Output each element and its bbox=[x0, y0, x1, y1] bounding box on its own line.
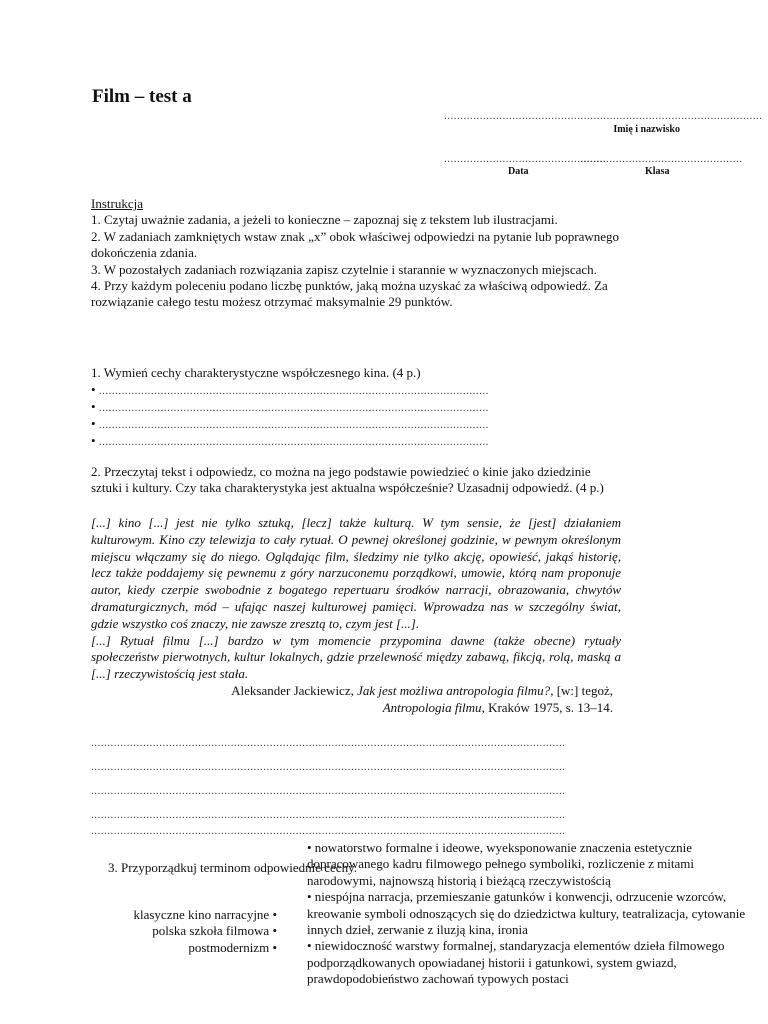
bullet: • bbox=[91, 416, 96, 431]
date-label: Data bbox=[508, 166, 529, 177]
instructions-heading: Instrukcja bbox=[91, 196, 143, 211]
terms-column bbox=[91, 907, 277, 956]
answer-line[interactable]: .................................................................................................................................................. bbox=[91, 825, 566, 837]
question-3-text: 3. Przyporządkuj terminom odpowiednie cechy. bbox=[108, 860, 357, 875]
class-label: Klasa bbox=[645, 166, 670, 177]
instruction-item: 2. W zadaniach zamkniętych wstaw znak „x” obok właściwej odpowiedzi na pytanie lub poprawnego dokończenia zdania. bbox=[91, 228, 620, 261]
date-field-line[interactable]: .................................................. bbox=[444, 153, 607, 165]
definition-item[interactable]: • niespójna narracja, przemieszanie gatunków i konwencji, odrzucenie wzorców, kreowanie symboli odnoszących się do dziedzictwa kultury, teatralizacja, cytowanie innych dzieł, zerwanie z iluzją kina, ironia bbox=[307, 889, 746, 938]
definitions-column bbox=[307, 840, 747, 988]
definition-item[interactable]: • niewidoczność warstwy formalnej, standaryzacja elementów dzieła filmowego podporządkowanych opowiadanej historii i gatunkowi, system gwiazd, prawdopodobieństwo zachowań typowych postaci bbox=[307, 938, 725, 987]
quote-source: Aleksander Jackiewicz, Jak jest możliwa antropologia filmu?, [w:] tegoż, bbox=[231, 682, 613, 698]
answer-line[interactable]: • ........................................................................................................................ bbox=[91, 433, 489, 448]
question-2-text: 2. Przeczytaj tekst i odpowiedz, co można na jego podstawie powiedzieć o kinie jako dziedzinie sztuki i kultury. Czy taka charakterystyka jest aktualna współcześnie? Uzasadnij odpowiedź. (4 p.) bbox=[91, 464, 604, 496]
question-1-text: 1. Wymień cechy charakterystyczne współczesnego kina. (4 p.) bbox=[91, 365, 421, 380]
quote-paragraph-1: [...] kino [...] jest nie tylko sztuką, [lecz] także kulturą. W tym sensie, że [jest] działaniem kulturowym. Kino czy telewizja to cały rytuał. O pewnej określonej godzinie, w pewnym określonym miejscu włączamy się do niego. Oglądając film, śledzimy nie tylko akcję, opowieść, jakąś historię, lecz także poddajemy się pewnemu z góry narzuconemu porządkowi, umowie, którą nam proponuje autor, kiedy czerpie swobodnie z bogatego repertuaru środków narracji, obrazowania, chwytów dramaturgicznych, mód – ufając naszej kulturowej pamięci. Wprowadza nas w szczególny świat, gdzie wszystko coś znaczy, nie zawsze zresztą to, czym jest [...]. bbox=[91, 515, 621, 631]
answer-line[interactable]: • ........................................................................................................................ bbox=[91, 416, 489, 431]
instruction-item: 4. Przy każdym poleceniu podano liczbę punktów, jaką można uzyskać za właściwą odpowiedź. Za rozwiązanie całego testu możesz otrzymać maksymalnie 29 punktów. bbox=[91, 278, 608, 310]
answer-line[interactable]: .................................................................................................................................................. bbox=[91, 809, 566, 821]
answer-line[interactable]: .................................................................................................................................................. bbox=[91, 761, 566, 773]
instruction-item: 3. W pozostałych zadaniach rozwiązania zapisz czytelnie i starannie w wyznaczonych miejscach. bbox=[91, 261, 597, 277]
answer-line[interactable]: .................................................................................................................................................. bbox=[91, 737, 566, 749]
term-item[interactable]: polska szkoła filmowa • bbox=[152, 923, 277, 939]
instruction-item: 1. Czytaj uważnie zadania, a jeżeli to konieczne – zapoznaj się z tekstem lub ilustracjami. bbox=[91, 212, 558, 228]
name-field-line[interactable]: .................................................................................................. bbox=[444, 110, 763, 122]
bullet: • bbox=[91, 433, 96, 448]
page-title: Film – test a bbox=[92, 86, 192, 107]
term-item[interactable]: postmodernizm • bbox=[188, 939, 277, 955]
term-item[interactable]: klasyczne kino narracyjne • bbox=[133, 907, 277, 922]
answer-line[interactable]: • ........................................................................................................................ bbox=[91, 382, 489, 397]
quote bbox=[91, 515, 621, 717]
definition-item[interactable]: • nowatorstwo formalne i ideowe, wyeksponowanie znaczenia estetycznie dopracowanego kadru filmowego pełnego symboliki, rozliczenie z mitami narodowymi, najnowszą historią i bieżącą rzeczywistością bbox=[307, 840, 694, 888]
answer-line[interactable]: .................................................................................................................................................. bbox=[91, 785, 566, 797]
instructions bbox=[91, 196, 623, 311]
class-field-line[interactable]: .................................................. bbox=[580, 153, 743, 165]
answer-line[interactable]: • ........................................................................................................................ bbox=[91, 399, 489, 414]
bullet: • bbox=[91, 382, 96, 397]
bullet: • bbox=[91, 399, 96, 414]
quote-source-2: Antropologia filmu, Kraków 1975, s. 13–14. bbox=[382, 699, 613, 715]
quote-paragraph-2: [...] Rytuał filmu [...] bardzo w tym momencie przypomina dawne (także obecne) rytuały społeczeństw pierwotnych, kultur lokalnych, gdzie przelewność między zabawą, fikcją, rolą, maską a [...] rzeczywistością jest stała. bbox=[91, 632, 621, 682]
name-label: Imię i nazwisko bbox=[613, 124, 680, 135]
